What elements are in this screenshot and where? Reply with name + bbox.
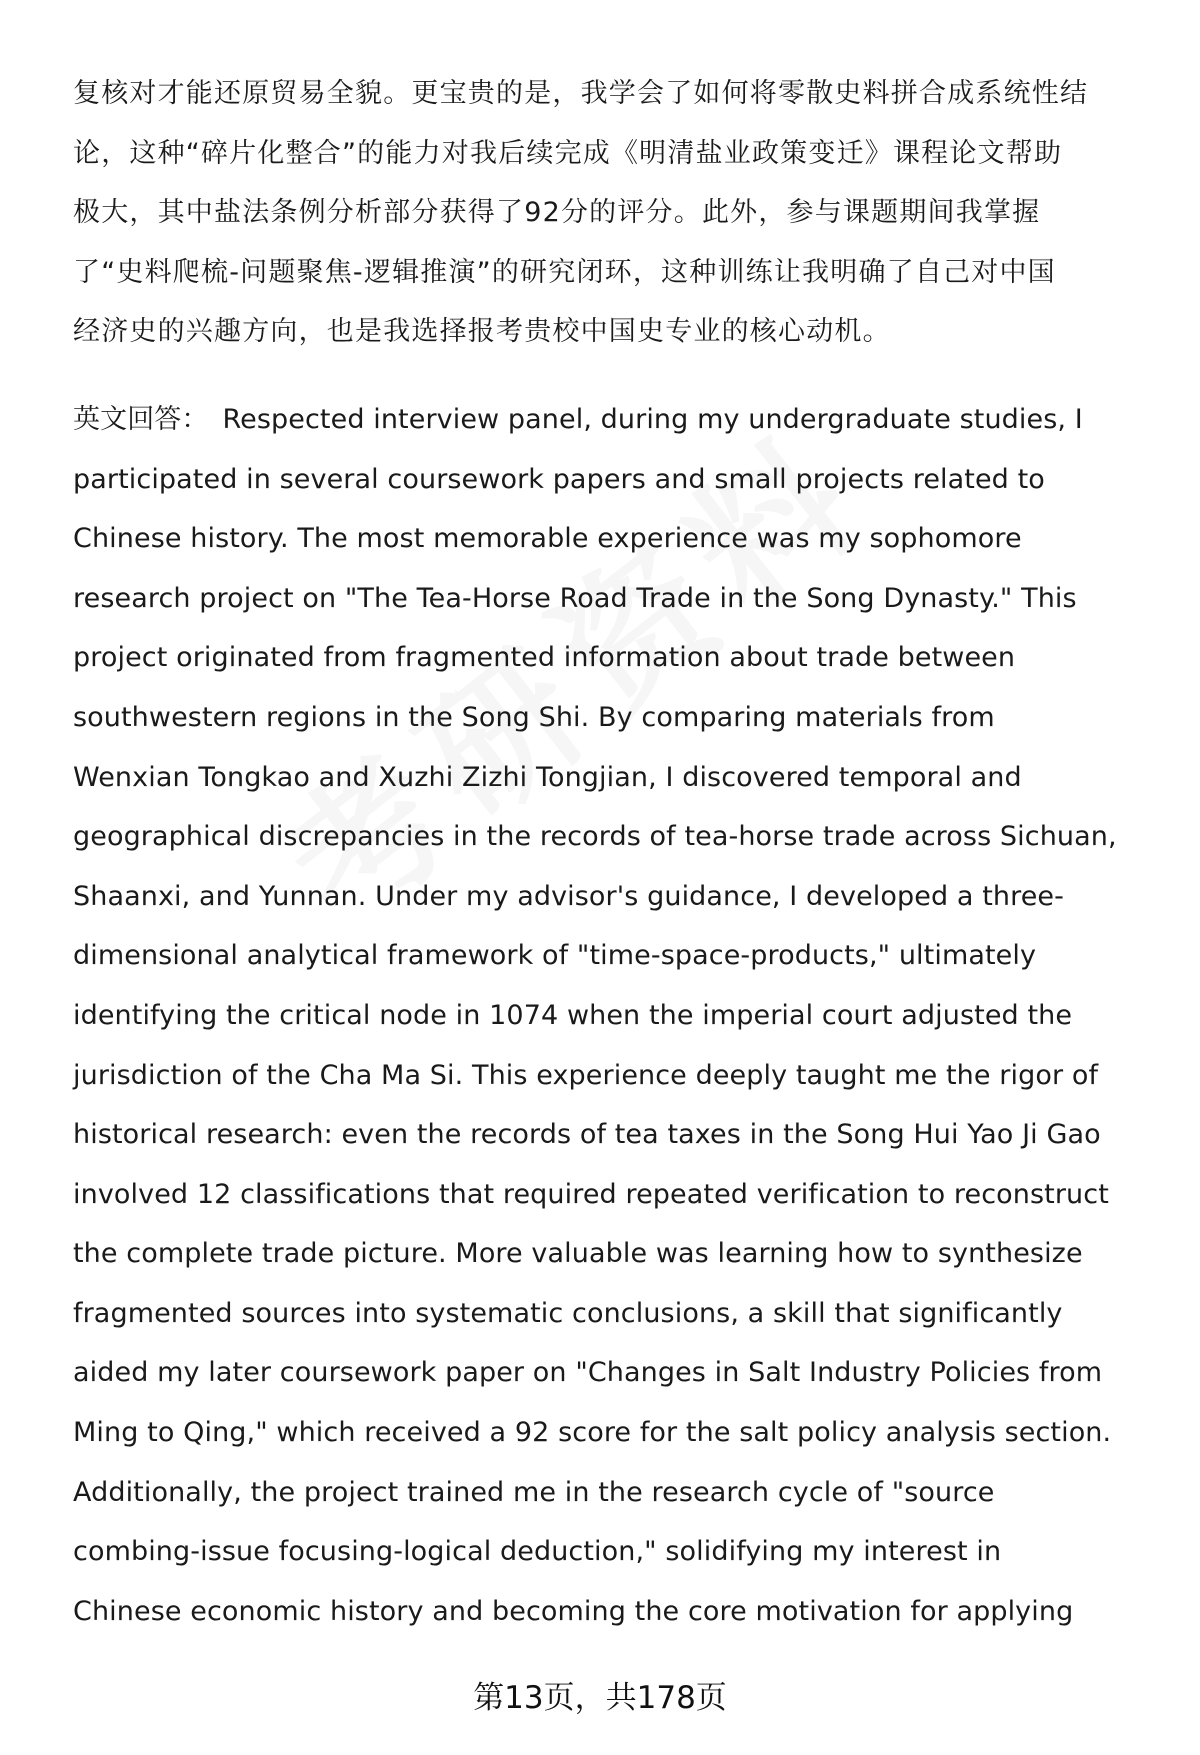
text-line-content: aided my later coursework paper on "Changes in Salt Industry Policies from [73,1357,1103,1389]
text-line [73,867,1153,927]
text-line: 论，这种“碎片化整合”的能力对我后续完成《明清盐业政策变迁》课程论文帮助 [73,137,1063,169]
text-line-content: combing-issue focusing-logical deduction," solidifying my interest in [73,1536,1002,1568]
text-line [73,1165,1153,1225]
text-line-content: Wenxian Tongkao and Xuzhi Zizhi Tongjian, I discovered temporal and [73,761,1022,793]
text-line [73,1105,1153,1165]
chinese-answer-paragraph [73,64,1153,362]
text-line-content: the complete trade picture. More valuable was learning how to synthesize [73,1238,1083,1270]
text-line-content: fragmented sources into systematic conclusions, a skill that significantly [73,1297,1063,1329]
text-line [73,509,1153,569]
text-line [73,1522,1153,1582]
page-number: 第13页，共178页 [473,1680,727,1716]
text-line [73,1284,1153,1344]
answer-label: 英文回答： [73,403,209,435]
text-line-content: research project on "The Tea-Horse Road Trade in the Song Dynasty." This [73,582,1077,614]
text-line-content: historical research: even the records of tea taxes in the Song Hui Yao Ji Gao [73,1119,1101,1151]
text-line-content: Shaanxi, and Yunnan. Under my advisor's guidance, I developed a three- [73,880,1064,912]
text-line [73,1403,1153,1463]
text-line [73,807,1153,867]
text-line [73,1224,1153,1284]
text-line [73,450,1153,510]
text-line [73,1463,1153,1523]
text-line [73,1343,1153,1403]
text-line [73,390,1153,450]
text-line-content: participated in several coursework papers and small projects related to [73,463,1045,495]
text-line [73,1046,1153,1106]
english-answer-paragraph [73,390,1153,1641]
page-body [73,64,1153,1641]
text-line [73,926,1153,986]
text-line-content: involved 12 classifications that required repeated verification to reconstruct [73,1178,1109,1210]
text-line: 极大，其中盐法条例分析部分获得了92分的评分。此外，参与课题期间我掌握 [73,197,1041,229]
text-line: 复核对才能还原贸易全貌。更宝贵的是，我学会了如何将零散史料拼合成系统性结 [73,78,1089,109]
text-line: 了“史料爬梳-问题聚焦-逻辑推演”的研究闭环，这种训练让我明确了自己对中国 [73,256,1056,288]
text-line [73,688,1153,748]
text-line [73,628,1153,688]
text-line-content: Chinese history. The most memorable experience was my sophomore [73,523,1022,555]
text-line-content: Ming to Qing," which received a 92 score for the salt policy analysis section. [73,1417,1112,1449]
text-line-content: Chinese economic history and becoming the core motivation for applying [73,1595,1074,1627]
text-line [73,748,1153,808]
text-line [73,1582,1153,1642]
text-line: 经济史的兴趣方向，也是我选择报考贵校中国史专业的核心动机。 [73,316,891,348]
text-line-content: jurisdiction of the Cha Ma Si. This experience deeply taught me the rigor of [73,1059,1099,1091]
text-line-content: Respected interview panel, during my undergraduate studies, I [222,403,1083,435]
text-line [73,569,1153,629]
text-line [73,986,1153,1046]
text-line-content: identifying the critical node in 1074 when the imperial court adjusted the [73,999,1073,1031]
text-line-content: project originated from fragmented information about trade between [73,642,1016,674]
text-line-content: Additionally, the project trained me in the research cycle of "source [73,1476,995,1508]
text-line-content: southwestern regions in the Song Shi. By comparing materials from [73,701,995,733]
text-line-content: dimensional analytical framework of "time-space-products," ultimately [73,940,1037,972]
text-line-content: geographical discrepancies in the records of tea-horse trade across Sichuan, [73,821,1117,853]
